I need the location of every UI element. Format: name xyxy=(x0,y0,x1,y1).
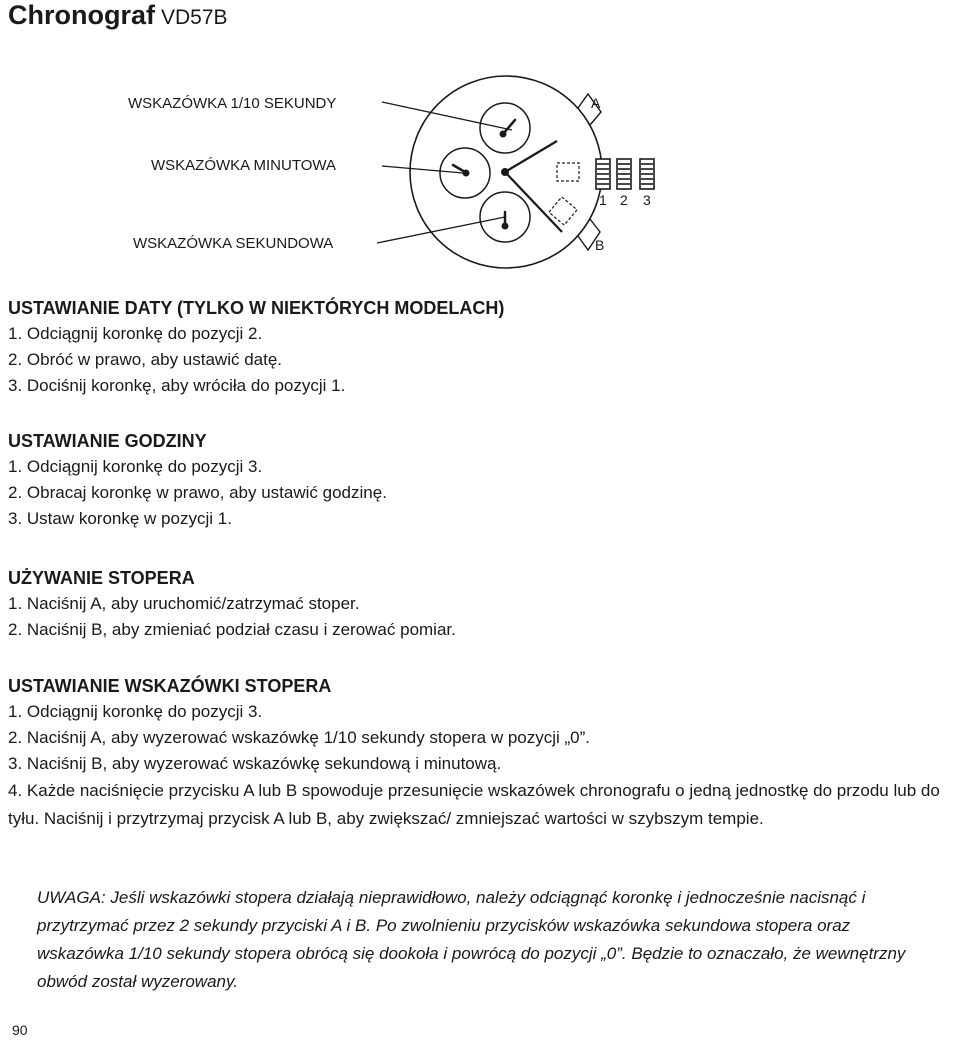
section-date-setting xyxy=(8,295,504,399)
label-tenth-second-hand: WSKAZÓWKA 1/10 SEKUNDY xyxy=(128,95,337,112)
subdial-pivot-icon xyxy=(502,223,509,230)
pusher-b-label: B xyxy=(595,237,605,253)
list-item: 2. Obracaj koronkę w prawo, aby ustawić godzinę. xyxy=(8,483,387,502)
warning-note: UWAGA: Jeśli wskazówki stopera działają nieprawidłowo, należy odciągnąć koronkę i jednocześnie nacisnąć i przytrzymać przez 2 sekundy przyciski A i B. Po zwolnieniu przycisków wskazówka sekundowa stopera oraz wskazówka 1/10 sekundy stopera obrócą się dookoła i powrócą do pozycji „0”. Będzie to oznaczało, że wewnętrzny obwód został wyzerowany. xyxy=(37,888,906,991)
main-hand-lower xyxy=(505,172,562,232)
leader-line-second xyxy=(377,217,505,243)
page-number: 90 xyxy=(12,1022,28,1038)
list-item: 2. Obróć w prawo, aby ustawić datę. xyxy=(8,350,283,369)
list-item: 1. Naciśnij A, aby uruchomić/zatrzymać stoper. xyxy=(8,594,360,613)
list-item: 3. Ustaw koronkę w pozycji 1. xyxy=(8,509,232,528)
main-hand-upper xyxy=(505,141,557,172)
title-text: Chronograf xyxy=(8,0,155,30)
label-minute-hand: WSKAZÓWKA MINUTOWA xyxy=(151,157,337,174)
list-item: 4. Każde naciśnięcie przycisku A lub B spowoduje przesunięcie wskazówek chronografu o jedną jednostkę do przodu lub do tyłu. Naciśnij i przytrzymaj przycisk A lub B, aby zwiększać/ zmniejszać wartości w szybszym tempie. xyxy=(8,781,940,828)
crown-position-label-3: 3 xyxy=(643,192,651,208)
label-second-hand: WSKAZÓWKA SEKUNDOWA xyxy=(133,235,334,252)
crown-position-2-icon xyxy=(617,159,631,189)
list-item: 3. Dociśnij koronkę, aby wróciła do pozycji 1. xyxy=(8,376,346,395)
list-item: 3. Naciśnij B, aby wyzerować wskazówkę sekundową i minutową. xyxy=(8,754,502,773)
date-window-icon xyxy=(557,163,579,181)
section-heading: USTAWIANIE WSKAZÓWKI STOPERA xyxy=(8,676,332,696)
section-heading: UŻYWANIE STOPERA xyxy=(8,568,195,588)
list-item: 1. Odciągnij koronkę do pozycji 2. xyxy=(8,324,263,343)
section-heading: USTAWIANIE GODZINY xyxy=(8,431,207,451)
model-code: VD57B xyxy=(160,6,228,29)
list-item: 2. Naciśnij A, aby wyzerować wskazówkę 1/10 sekundy stopera w pozycji „0”. xyxy=(8,728,591,747)
section-stopwatch-hand-setting xyxy=(8,673,953,832)
section-heading: USTAWIANIE DATY (TYLKO W NIEKTÓRYCH MODELACH) xyxy=(8,298,505,318)
list-item: 1. Odciągnij koronkę do pozycji 3. xyxy=(8,702,263,721)
center-pivot-icon xyxy=(501,168,509,176)
dashed-marker-icon xyxy=(549,197,577,225)
section-stopwatch-usage xyxy=(8,565,456,643)
crown-position-3-icon xyxy=(640,159,654,189)
crown-position-label-1: 1 xyxy=(599,192,607,208)
subdial-pivot-icon xyxy=(463,170,470,177)
crown-position-label-2: 2 xyxy=(620,192,628,208)
list-item: 2. Naciśnij B, aby zmieniać podział czasu i zerować pomiar. xyxy=(8,620,456,639)
list-item: 1. Odciągnij koronkę do pozycji 3. xyxy=(8,457,263,476)
watch-diagram xyxy=(0,0,960,290)
section-time-setting xyxy=(8,428,387,532)
crown-position-1-icon xyxy=(596,159,610,189)
pusher-a-label: A xyxy=(591,95,601,111)
leader-line-minute xyxy=(382,166,463,173)
subdial-pivot-icon xyxy=(500,131,507,138)
